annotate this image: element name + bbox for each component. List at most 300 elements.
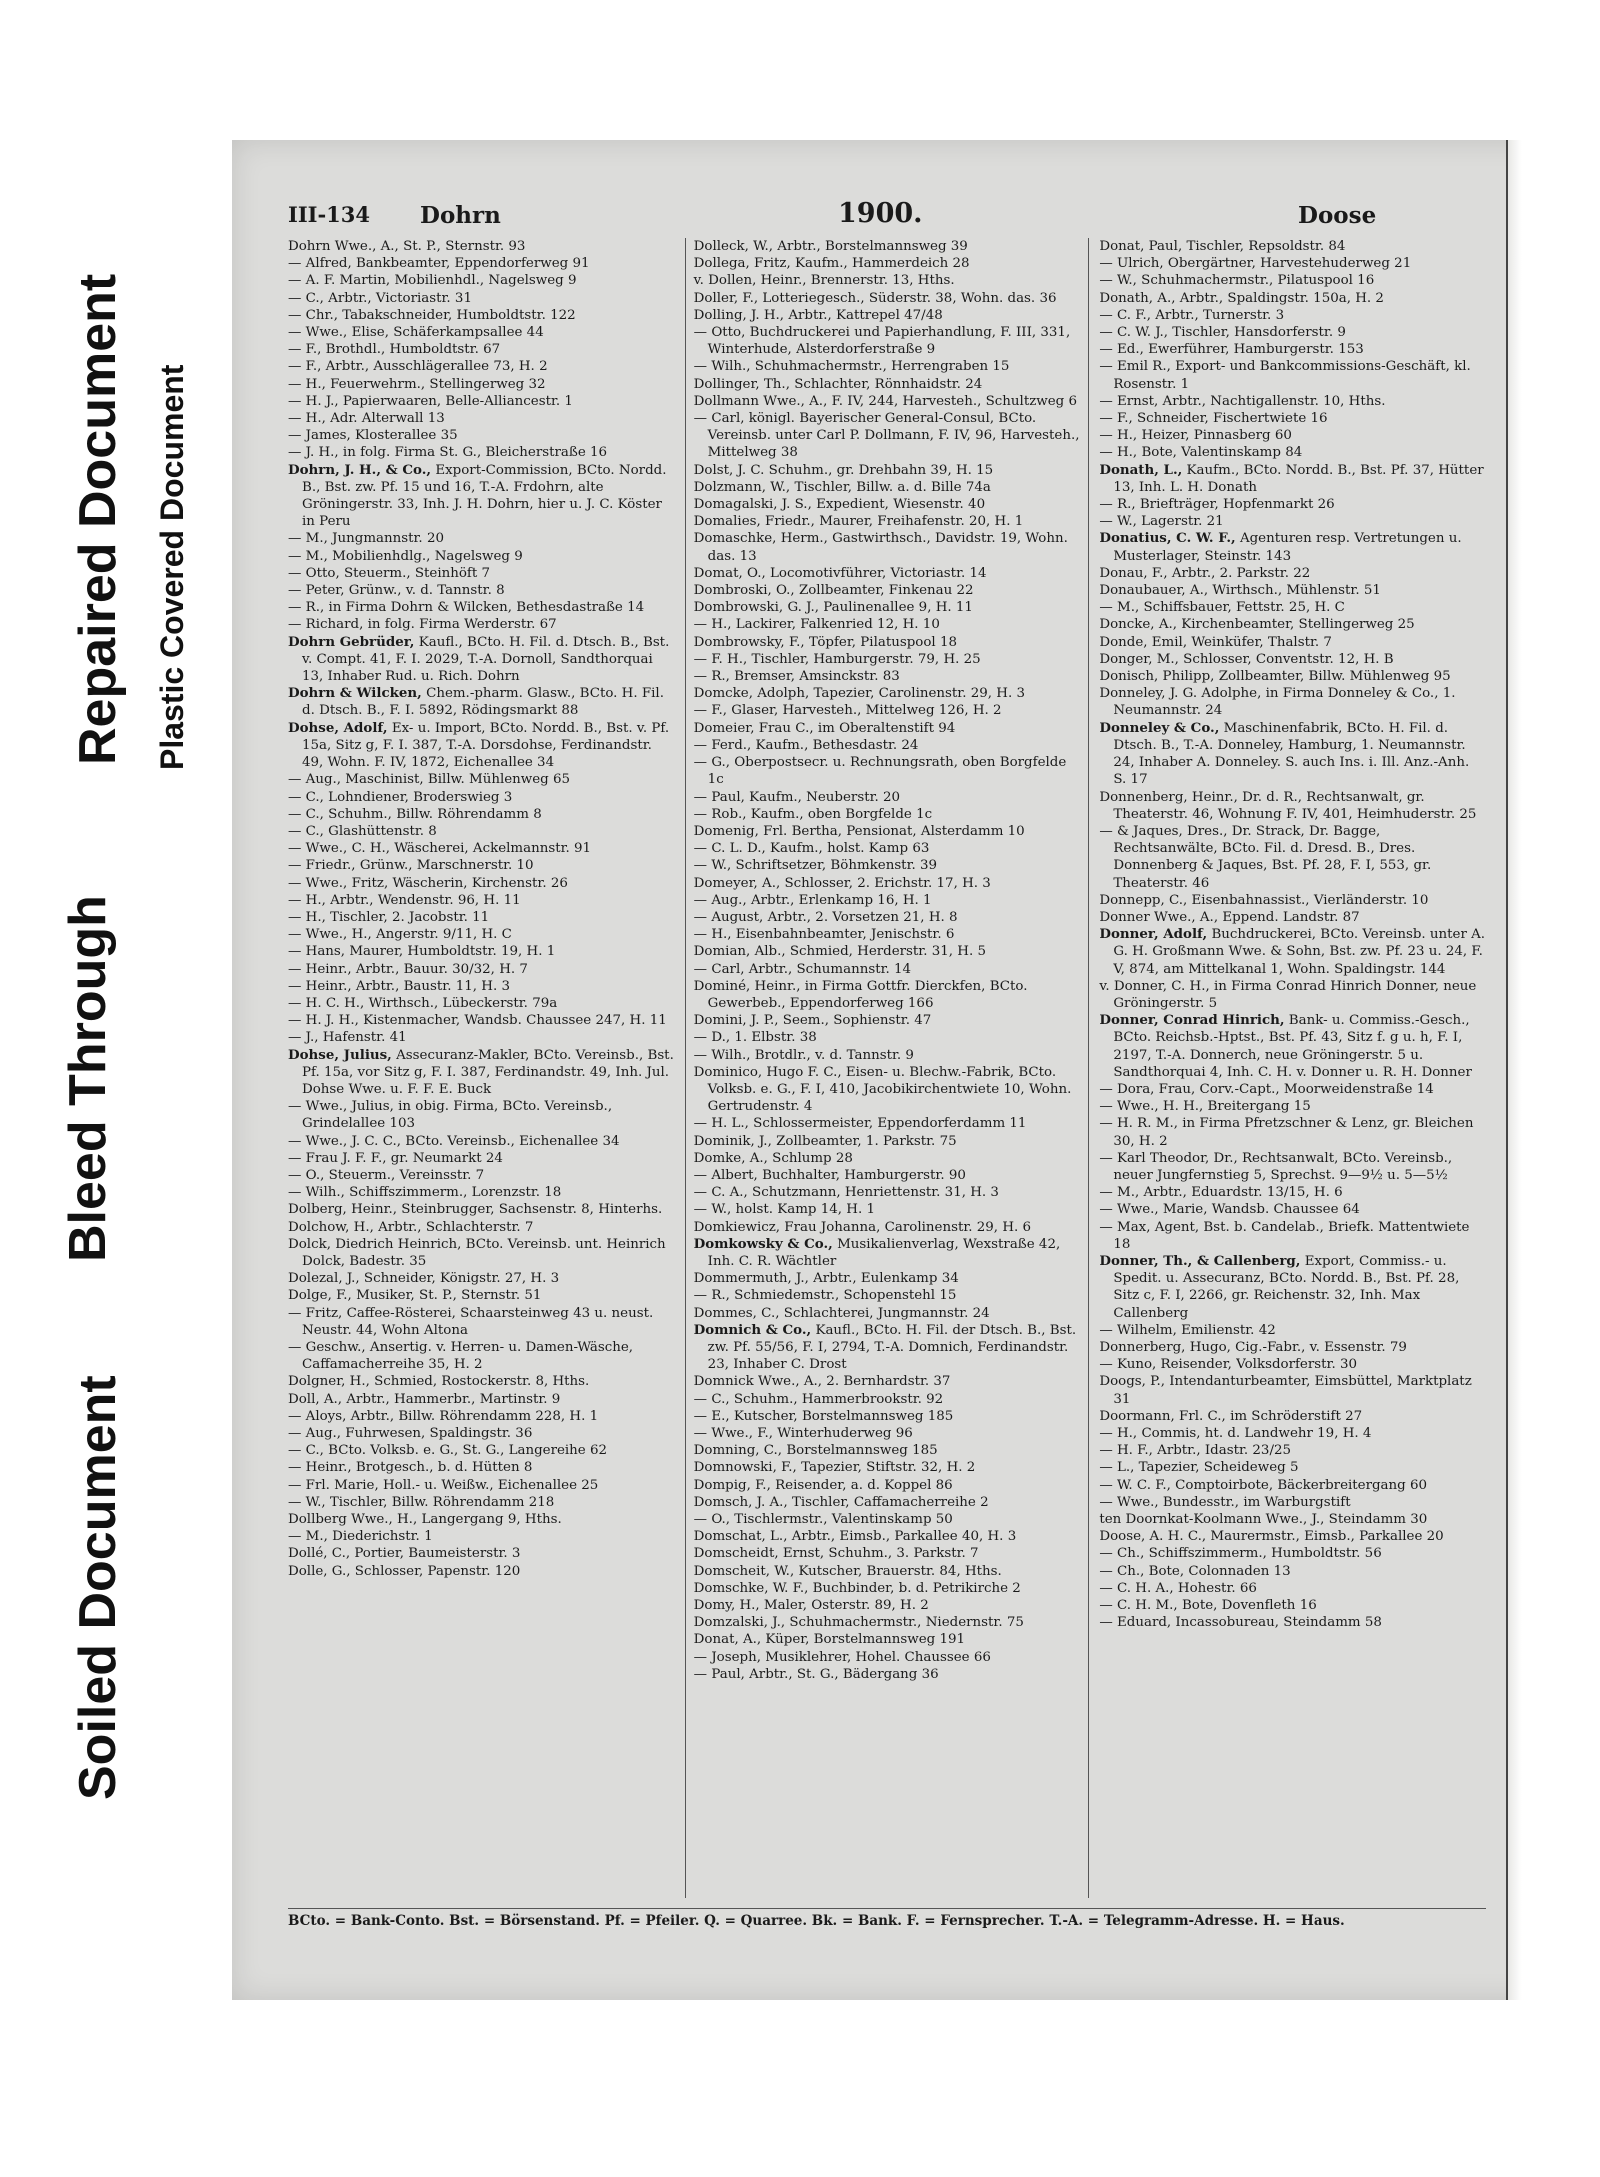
directory-entry — [288, 616, 675, 633]
entry-text: — F. H., Tischler, Hamburgerstr. 79, H. 25 — [693, 651, 981, 667]
entry-text: — Hans, Maurer, Humboldtstr. 19, H. 1 — [288, 944, 556, 960]
directory-entry — [288, 857, 675, 874]
directory-entry — [694, 410, 1081, 462]
directory-entry — [288, 1425, 675, 1442]
entry-text: — Wilh., Brotdlr., v. d. Tannstr. 9 — [693, 1047, 914, 1063]
directory-entry — [694, 393, 1081, 410]
directory-entry — [288, 1511, 675, 1528]
entry-text: — M., Mobilienhdlg., Nagelsweg 9 — [288, 548, 523, 564]
entry-firm-name: Dohrn, J. H., & Co., — [288, 461, 432, 478]
entry-text: — W., Lagerstr. 21 — [1099, 514, 1224, 530]
directory-entry — [694, 651, 1081, 668]
directory-entry — [694, 530, 1081, 564]
entry-text: Dominik, J., Zollbeamter, 1. Parkstr. 75 — [693, 1133, 957, 1149]
entry-firm-name: Donner, Adolf, — [1099, 926, 1208, 943]
directory-entry — [1099, 427, 1486, 444]
entry-text: — C., BCto. Volksb. e. G., St. G., Langereihe 62 — [288, 1443, 608, 1459]
directory-entry — [1099, 565, 1486, 582]
entry-text: — E., Kutscher, Borstelmannsweg 185 — [693, 1408, 954, 1424]
directory-entry — [288, 789, 675, 806]
entry-text: Domschke, W. F., Buchbinder, b. d. Petrikirche 2 — [693, 1580, 1021, 1596]
entry-text: Dombrowski, G. J., Paulinenallee 9, H. 11 — [693, 600, 973, 616]
directory-entry — [288, 582, 675, 599]
directory-entry — [1099, 1442, 1486, 1459]
directory-entry — [1099, 634, 1486, 651]
entry-text: — C. H. A., Hohestr. 66 — [1099, 1580, 1257, 1596]
directory-entry — [1099, 789, 1486, 823]
entry-text: — Wwe., Julius, in obig. Firma, BCto. Vereinsb., Grindelallee 103 — [288, 1099, 613, 1132]
directory-entry — [694, 1201, 1081, 1218]
entry-text: Domnowski, F., Tapezier, Stiftstr. 32, H. 2 — [693, 1460, 976, 1476]
directory-entry — [288, 427, 675, 444]
directory-entry — [1099, 1339, 1486, 1356]
directory-entry — [1099, 324, 1486, 341]
entry-text: — Heinr., Brotgesch., b. d. Hütten 8 — [288, 1460, 533, 1476]
entry-text: Donnepp, C., Eisenbahnassist., Vierländerstr. 10 — [1099, 892, 1429, 908]
entry-firm-name: Donner, Conrad Hinrich, — [1099, 1012, 1285, 1029]
entry-text: — H., Arbtr., Wendenstr. 96, H. 11 — [288, 892, 521, 908]
entry-firm-name: Donneley & Co., — [1099, 719, 1220, 736]
entry-text: — Carl, Arbtr., Schumannstr. 14 — [693, 961, 912, 977]
entry-text: — Carl, königl. Bayerischer General-Consul, BCto. Vereinsb. unter Carl P. Dollmann, F. IV, 96, Harvesteh., Mittelweg 38 — [693, 411, 1080, 461]
entry-text: Donnenberg, Heinr., Dr. d. R., Rechtsanwalt, gr. Theaterstr. 46, Wohnung F. IV, 401, Heimhuderstr. 25 — [1099, 789, 1477, 822]
entry-text: Dollberg Wwe., H., Langergang 9, Hths. — [288, 1512, 562, 1528]
entry-text: — C., Glashüttenstr. 8 — [288, 823, 437, 839]
entry-text: — R., Schmiedemstr., Schopenstehl 15 — [693, 1288, 957, 1304]
entry-text: — W., holst. Kamp 14, H. 1 — [693, 1202, 876, 1218]
entry-text: — H. C. H., Wirthsch., Lübeckerstr. 79a — [288, 995, 558, 1011]
directory-entry — [288, 1287, 675, 1304]
directory-entry — [1099, 1081, 1486, 1098]
entry-firm-name: Dohrn & Wilcken, — [288, 685, 422, 702]
directory-entry — [694, 840, 1081, 857]
directory-entry — [694, 582, 1081, 599]
directory-entry — [288, 376, 675, 393]
entry-text: — Wwe., H. H., Breitergang 15 — [1099, 1099, 1311, 1115]
entry-text: Donau, F., Arbtr., 2. Parkstr. 22 — [1099, 565, 1311, 581]
entry-text: — Wilh., Schiffszimmerm., Lorenzstr. 18 — [288, 1185, 562, 1201]
page-content — [288, 198, 1486, 1958]
entry-text: — J., Hafenstr. 41 — [288, 1030, 407, 1046]
bleed-through-label: Bleed Through — [59, 895, 117, 1262]
directory-entry — [288, 393, 675, 410]
entry-text: — Alfred, Bankbeamter, Eppendorferweg 91 — [288, 256, 590, 272]
directory-entry — [694, 892, 1081, 909]
directory-entry — [1099, 290, 1486, 307]
directory-entry — [694, 1150, 1081, 1167]
directory-entry — [288, 909, 675, 926]
entry-text: Donde, Emil, Weinküfer, Thalstr. 7 — [1099, 634, 1332, 650]
directory-entry — [288, 290, 675, 307]
scanned-page — [232, 140, 1542, 2000]
entry-text: — Ch., Bote, Colonnaden 13 — [1099, 1563, 1291, 1579]
directory-entry — [1099, 1528, 1486, 1545]
directory-entry — [694, 926, 1081, 943]
directory-entry — [288, 685, 675, 719]
directory-entry — [1099, 1597, 1486, 1614]
entry-text: — D., 1. Elbstr. 38 — [693, 1030, 817, 1046]
directory-entry — [694, 909, 1081, 926]
directory-entry — [288, 1133, 675, 1150]
directory-entry — [288, 1494, 675, 1511]
directory-entry — [694, 1580, 1081, 1597]
directory-entry — [1099, 1098, 1486, 1115]
entry-text: — H., Eisenbahnbeamter, Jenischstr. 6 — [693, 927, 955, 943]
directory-entry — [694, 978, 1081, 1012]
directory-entry — [288, 341, 675, 358]
entry-text: — C., Arbtr., Victoriastr. 31 — [288, 290, 472, 306]
entry-text: Doll, A., Arbtr., Hammerbr., Martinstr. 9 — [288, 1391, 561, 1407]
directory-entry — [694, 1184, 1081, 1201]
directory-entry — [1099, 616, 1486, 633]
entry-text: — Wwe., Elise, Schäferkampsallee 44 — [288, 325, 544, 341]
entry-text: — W. C. F., Comptoirbote, Bäckerbreitergang 60 — [1099, 1477, 1428, 1493]
entry-text: Domscheit, W., Kutscher, Brauerstr. 84, Hths. — [693, 1563, 1002, 1579]
directory-entry — [1099, 1322, 1486, 1339]
directory-entry — [694, 685, 1081, 702]
entry-text: Donisch, Philipp, Zollbeamter, Billw. Mühlenweg 95 — [1099, 669, 1451, 685]
directory-entry — [1099, 393, 1486, 410]
column-middle — [685, 238, 1090, 1898]
entry-text: — Aloys, Arbtr., Billw. Röhrendamm 228, H. 1 — [288, 1408, 599, 1424]
entry-text: Domning, C., Borstelmannsweg 185 — [693, 1443, 938, 1459]
entry-text: Dompig, F., Reisender, a. d. Koppel 86 — [693, 1477, 953, 1493]
entry-text: — H., Heizer, Pinnasberg 60 — [1099, 428, 1292, 444]
entry-text: Domscheidt, Ernst, Schuhm., 3. Parkstr. 7 — [693, 1546, 979, 1562]
entry-text: — M., Jungmannstr. 20 — [288, 531, 444, 547]
directory-entry — [288, 272, 675, 289]
entry-text: — Aug., Arbtr., Erlenkamp 16, H. 1 — [693, 892, 932, 908]
entry-text: Dolling, J. H., Arbtr., Kattrepel 47/48 — [693, 307, 943, 323]
entry-text: — C. A., Schutzmann, Henriettenstr. 31, H. 3 — [693, 1185, 999, 1201]
directory-entry — [694, 496, 1081, 513]
directory-entry — [288, 995, 675, 1012]
entry-text: Dolleck, W., Arbtr., Borstelmannsweg 39 — [693, 239, 968, 254]
directory-entry — [694, 720, 1081, 737]
entry-text: — Wwe., F., Winterhuderweg 96 — [693, 1426, 913, 1442]
entry-text: Kaufl., BCto. H. Fil. d. Dtsch. B., Bst. v. Compt. 41, F. I. 2029, T.-A. Dornoll, Sandthorquai 13, Inhaber Rud. u. Rich. Dohrn — [302, 634, 670, 685]
directory-entry — [1099, 358, 1486, 392]
directory-entry — [694, 565, 1081, 582]
entry-text: Dollega, Fritz, Kaufm., Hammerdeich 28 — [693, 256, 970, 272]
directory-entry — [1099, 1408, 1486, 1425]
directory-entry — [694, 324, 1081, 358]
directory-entry — [1099, 823, 1486, 892]
directory-entry — [694, 1236, 1081, 1270]
directory-entry — [694, 1666, 1081, 1683]
entry-text: Dombrowsky, F., Töpfer, Pilatuspool 18 — [693, 634, 958, 650]
directory-entry — [1099, 1563, 1486, 1580]
directory-entry — [288, 1219, 675, 1236]
directory-entry — [1099, 1150, 1486, 1184]
entry-firm-name: Domnich & Co., — [693, 1321, 812, 1338]
entry-firm-name: Donner, Th., & Callenberg, — [1099, 1252, 1301, 1269]
entry-text: — Aug., Maschinist, Billw. Mühlenweg 65 — [288, 772, 571, 788]
entry-text: — W., Tischler, Billw. Röhrendamm 218 — [288, 1494, 555, 1510]
directory-entry — [288, 1201, 675, 1218]
entry-text: — Friedr., Grünw., Marschnerstr. 10 — [288, 858, 534, 874]
directory-entry — [288, 530, 675, 547]
entry-text: v. Donner, C. H., in Firma Conrad Hinrich Donner, neue Gröningerstr. 5 — [1099, 978, 1477, 1011]
entry-text: — F., Arbtr., Ausschlägerallee 73, H. 2 — [288, 359, 548, 375]
entry-text: — J. H., in folg. Firma St. G., Bleicherstraße 16 — [288, 445, 608, 461]
directory-entry — [288, 1442, 675, 1459]
entry-text: — Geschw., Ansertig. v. Herren- u. Damen-Wäsche, Caffamacherreihe 35, H. 2 — [288, 1340, 634, 1373]
directory-entry — [694, 238, 1081, 255]
entry-text: — Rob., Kaufm., oben Borgfelde 1c — [693, 806, 933, 822]
entry-text: Dommes, C., Schlachterei, Jungmannstr. 24 — [693, 1305, 990, 1321]
entry-text: — Ulrich, Obergärtner, Harvestehuderweg 21 — [1099, 256, 1412, 272]
entry-text: — Wwe., H., Angerstr. 9/11, H. C — [288, 927, 512, 943]
directory-entry — [694, 1459, 1081, 1476]
entry-text: Donath, A., Arbtr., Spaldingstr. 150a, H. 2 — [1099, 290, 1384, 306]
directory-entry — [694, 1012, 1081, 1029]
entry-text: Domsch, J. A., Tischler, Caffamacherreihe 2 — [693, 1494, 989, 1510]
directory-entry — [288, 1270, 675, 1287]
directory-entry — [288, 444, 675, 461]
entry-text: Domini, J. P., Seem., Sophienstr. 47 — [693, 1013, 932, 1029]
directory-entry — [1099, 513, 1486, 530]
directory-entry — [288, 1459, 675, 1476]
entry-text: Donner Wwe., A., Eppend. Landstr. 87 — [1099, 909, 1360, 925]
entry-text: — Paul, Arbtr., St. G., Bädergang 36 — [693, 1666, 939, 1682]
page-edge — [1506, 140, 1542, 2000]
directory-entry — [288, 1528, 675, 1545]
directory-entry — [288, 771, 675, 788]
directory-entry — [694, 1322, 1081, 1374]
directory-entry — [288, 410, 675, 427]
entry-text: — Fritz, Caffee-Rösterei, Schaarsteinweg 43 u. neust. Neustr. 44, Wohn Altona — [288, 1305, 654, 1338]
entry-text: — Peter, Grünw., v. d. Tannstr. 8 — [288, 583, 505, 599]
directory-entry — [288, 1339, 675, 1373]
directory-entry — [288, 943, 675, 960]
entry-text: Domat, O., Locomotivführer, Victoriastr. 14 — [693, 565, 987, 581]
directory-entry — [1099, 255, 1486, 272]
directory-entry — [288, 1047, 675, 1099]
directory-entry — [1099, 1614, 1486, 1631]
entry-text: — August, Arbtr., 2. Vorsetzen 21, H. 8 — [693, 909, 958, 925]
directory-entry — [288, 1305, 675, 1339]
entry-text: — H. J. H., Kistenmacher, Wandsb. Chaussee 247, H. 11 — [288, 1013, 667, 1029]
directory-entry — [1099, 1580, 1486, 1597]
directory-entry — [694, 255, 1081, 272]
entry-text: — M., Diederichstr. 1 — [288, 1529, 433, 1545]
entry-text: Donaubauer, A., Wirthsch., Mühlenstr. 51 — [1099, 583, 1381, 599]
entry-text: Doller, F., Lotteriegesch., Süderstr. 38, Wohn. das. 36 — [693, 290, 1057, 306]
directory-entry — [288, 548, 675, 565]
directory-entry — [288, 978, 675, 995]
entry-text: — James, Klosterallee 35 — [288, 428, 458, 444]
directory-entry — [288, 1563, 675, 1580]
directory-entry — [1099, 1425, 1486, 1442]
directory-entry — [1099, 720, 1486, 789]
entry-text: Domnick Wwe., A., 2. Bernhardstr. 37 — [693, 1374, 951, 1390]
directory-entry — [288, 1545, 675, 1562]
entry-text: — Wilhelm, Emilienstr. 42 — [1099, 1322, 1276, 1338]
directory-entry — [694, 1047, 1081, 1064]
entry-text: — A. F. Martin, Mobilienhdl., Nagelsweg 9 — [288, 273, 577, 289]
entry-text: Donneley, J. G. Adolphe, in Firma Donneley & Co., 1. Neumannstr. 24 — [1099, 686, 1456, 719]
directory-entry — [288, 926, 675, 943]
directory-entry — [288, 1167, 675, 1184]
directory-entry — [288, 1408, 675, 1425]
header-left-word: Dohrn — [420, 202, 501, 229]
directory-entry — [288, 892, 675, 909]
entry-firm-name: Dohrn Gebrüder, — [288, 633, 415, 650]
entry-text: — Max, Agent, Bst. b. Candelab., Briefk. Mattentwiete 18 — [1099, 1219, 1470, 1252]
entry-text: — Wilh., Schuhmachermstr., Herrengraben 15 — [693, 359, 1010, 375]
directory-entry — [1099, 1115, 1486, 1149]
entry-text: Agenturen resp. Vertretungen u. Musterlager, Steinstr. 143 — [1113, 531, 1462, 564]
entry-text: Domschat, L., Arbtr., Eimsb., Parkallee 40, H. 3 — [693, 1529, 1017, 1545]
entry-text: Dohrn Wwe., A., St. P., Sternstr. 93 — [288, 239, 526, 254]
directory-entry — [694, 754, 1081, 788]
header-year: 1900. — [838, 198, 923, 229]
directory-entry — [288, 634, 675, 686]
entry-text: — W., Schuhmachermstr., Pilatuspool 16 — [1099, 273, 1375, 289]
entry-text: Domeyer, A., Schlosser, 2. Erichstr. 17, H. 3 — [693, 875, 991, 891]
entry-text: Dolst, J. C. Schuhm., gr. Drehbahn 39, H. 15 — [693, 462, 994, 478]
directory-entry — [1099, 1511, 1486, 1528]
entry-text: Assecuranz-Makler, BCto. Vereinsb., Bst. Pf. 15a, vor Sitz g, F. I. 387, Ferdinandstr. 49, Inh. Jul. Dohse Wwe. u. F. F. E. Buck — [302, 1047, 674, 1097]
directory-entry — [694, 1167, 1081, 1184]
entry-text: — Heinr., Arbtr., Baustr. 11, H. 3 — [288, 978, 510, 994]
directory-entry — [288, 324, 675, 341]
entry-text: Maschinenfabrik, BCto. H. Fil. d. Dtsch. B., T.-A. Donneley, Hamburg, 1. Neumannstr. 24, Inhaber A. Donneley. S. auch Ins. i. Ill. Anz.-Anh. S. 17 — [1113, 720, 1470, 788]
directory-entry — [288, 1236, 675, 1270]
directory-entry — [1099, 410, 1486, 427]
directory-entry — [288, 961, 675, 978]
directory-entry — [694, 1545, 1081, 1562]
directory-entry — [694, 1563, 1081, 1580]
directory-entry — [694, 668, 1081, 685]
directory-entry — [694, 1614, 1081, 1631]
directory-entry — [694, 307, 1081, 324]
directory-entry — [1099, 1373, 1486, 1407]
entry-text: — Richard, in folg. Firma Werderstr. 67 — [288, 617, 557, 633]
entry-text: — Otto, Buchdruckerei und Papierhandlung, F. III, 331, Winterhude, Alsterdorferstraße 9 — [693, 325, 1071, 358]
directory-entry — [288, 307, 675, 324]
entry-text: — H. L., Schlossermeister, Eppendorferdamm 11 — [693, 1116, 1027, 1132]
entry-text: Dolberg, Heinr., Steinbrugger, Sachsenstr. 8, Hinterhs. — [288, 1202, 663, 1218]
soiled-document-label: Soiled Document — [69, 1375, 127, 1800]
directory-entry — [694, 1442, 1081, 1459]
entry-text: Domian, Alb., Schmied, Herderstr. 31, H. 5 — [693, 944, 987, 960]
directory-entry — [1099, 444, 1486, 461]
entry-text: — Kuno, Reisender, Volksdorferstr. 30 — [1099, 1357, 1357, 1373]
directory-entry — [288, 1150, 675, 1167]
directory-entry — [288, 1098, 675, 1132]
directory-entry — [1099, 307, 1486, 324]
entry-text: — G., Oberpostsecr. u. Rechnungsrath, oben Borgfelde 1c — [693, 755, 1067, 788]
directory-entry — [694, 961, 1081, 978]
directory-entry — [1099, 1356, 1486, 1373]
plastic-covered-label: Plastic Covered Document — [154, 364, 190, 770]
entry-text: — Ferd., Kaufm., Bethesdastr. 24 — [693, 737, 919, 753]
entry-firm-name: Donatius, C. W. F., — [1099, 530, 1236, 547]
entry-text: — Ernst, Arbtr., Nachtigallenstr. 10, Hths. — [1099, 393, 1386, 409]
entry-text: — C. H. M., Bote, Dovenfleth 16 — [1099, 1598, 1317, 1614]
entry-text: Domagalski, J. S., Expedient, Wiesenstr. 40 — [693, 497, 986, 513]
entry-text: Dolle, G., Schlosser, Papenstr. 120 — [288, 1563, 521, 1579]
entry-text: Dominé, Heinr., in Firma Gottfr. Dierckfen, BCto. Gewerbeb., Eppendorferweg 166 — [693, 978, 1028, 1011]
entry-text: — Wwe., Marie, Wandsb. Chaussee 64 — [1099, 1202, 1360, 1218]
entry-text: — H., Tischler, 2. Jacobstr. 11 — [288, 909, 490, 925]
directory-entry — [1099, 1477, 1486, 1494]
entry-text: — Ch., Schiffszimmerm., Humboldtstr. 56 — [1099, 1546, 1382, 1562]
entry-text: — Emil R., Export- und Bankcommissions-Geschäft, kl. Rosenstr. 1 — [1099, 359, 1471, 392]
entry-text: — Wwe., Fritz, Wäscherin, Kirchenstr. 26 — [288, 875, 568, 891]
entry-text: — F., Brothdl., Humboldtstr. 67 — [288, 342, 501, 358]
directory-entry — [288, 238, 675, 255]
entry-text: — C. L. D., Kaufm., holst. Kamp 63 — [693, 841, 930, 857]
page-header — [288, 198, 1486, 238]
entry-text: — Heinr., Arbtr., Bauur. 30/32, H. 7 — [288, 961, 528, 977]
entry-text: Domalies, Friedr., Maurer, Freihafenstr. 20, H. 1 — [693, 514, 1024, 530]
directory-entry — [288, 1391, 675, 1408]
abbreviation-legend: BCto. = Bank-Conto. Bst. = Börsenstand. Pf. = Pfeiler. Q. = Quarree. Bk. = Bank. F. = Fernsprecher. T.-A. = Telegramm-Adresse. H. = Haus. — [288, 1908, 1486, 1929]
directory-entry — [1099, 1494, 1486, 1511]
directory-entry — [694, 1477, 1081, 1494]
directory-entry — [694, 702, 1081, 719]
entry-text: Doose, A. H. C., Maurermstr., Eimsb., Parkallee 20 — [1099, 1529, 1444, 1545]
entry-text: — L., Tapezier, Scheideweg 5 — [1099, 1460, 1299, 1476]
entry-text: Dolezal, J., Schneider, Königstr. 27, H. 3 — [288, 1271, 560, 1287]
entry-text: — R., Bremser, Amsinckstr. 83 — [693, 669, 900, 685]
header-right-word: Doose — [1298, 202, 1377, 229]
entry-text: — Karl Theodor, Dr., Rechtsanwalt, BCto. Vereinsb., neuer Jungfernstieg 5, Sprechst. 9—9½ u. 5—5½ — [1099, 1150, 1453, 1183]
entry-text: — H. J., Papierwaaren, Belle-Alliancestr. 1 — [288, 393, 573, 409]
directory-entry — [694, 1391, 1081, 1408]
entry-text: Kaufm., BCto. Nordd. B., Bst. Pf. 37, Hütter 13, Inh. L. H. Donath — [1113, 462, 1484, 495]
entry-text: Ex- u. Import, BCto. Nordd. B., Bst. v. Pf. 15a, Sitz g, F. I. 387, T.-A. Dorsdohse, Ferdinandstr. 49, Wohn. F. IV, 1872, Eichenallee 34 — [302, 720, 670, 771]
entry-text: Domeier, Frau C., im Oberaltenstift 94 — [693, 720, 956, 736]
entry-text: Domenig, Frl. Bertha, Pensionat, Alsterdamm 10 — [693, 823, 1025, 839]
directory-entry — [694, 1373, 1081, 1390]
entry-text: Domcke, Adolph, Tapezier, Carolinenstr. 29, H. 3 — [693, 686, 1025, 702]
directory-entry — [1099, 1184, 1486, 1201]
directory-entry — [1099, 496, 1486, 513]
directory-entry — [694, 1115, 1081, 1132]
entry-text: Buchdruckerei, BCto. Vereinsb. unter A. G. H. Großmann Wwe. & Sohn, Bst. zw. Pf. 23 u. 24, F. V, 874, am Mittelkanal 1, Wohn. Spaldingstr. 144 — [1113, 927, 1486, 977]
directory-entry — [694, 634, 1081, 651]
column-right — [1099, 238, 1486, 1898]
directory-entry — [694, 1528, 1081, 1545]
entry-text: Domy, H., Maler, Osterstr. 89, H. 2 — [693, 1598, 929, 1614]
entry-text: — C., Schuhm., Billw. Röhrendamm 8 — [288, 806, 542, 822]
directory-entry — [694, 1270, 1081, 1287]
directory-entry — [694, 1649, 1081, 1666]
entry-text: Dollmann Wwe., A., F. IV, 244, Harvesteh., Schultzweg 6 — [693, 393, 1077, 409]
directory-entry — [694, 1029, 1081, 1046]
directory-entry — [694, 1631, 1081, 1648]
directory-entry — [288, 823, 675, 840]
entry-text: — & Jaques, Dres., Dr. Strack, Dr. Bagge, Rechtsanwälte, BCto. Fil. d. Dresd. B., Dres. Donnenberg & Jaques, Bst. Pf. 28, F. I, 553, gr. Theaterstr. 46 — [1099, 823, 1432, 891]
directory-entry — [1099, 1219, 1486, 1253]
directory-entry — [694, 513, 1081, 530]
directory-entry — [694, 1425, 1081, 1442]
entry-text: — Eduard, Incassobureau, Steindamm 58 — [1099, 1615, 1382, 1631]
entry-text: Dolge, F., Musiker, St. P., Sternstr. 51 — [288, 1288, 542, 1304]
entry-text: — Joseph, Musiklehrer, Hohel. Chaussee 66 — [693, 1649, 991, 1665]
entry-text: — F., Glaser, Harvesteh., Mittelweg 126, H. 2 — [693, 703, 1002, 719]
entry-text: Doogs, P., Intendanturbeamter, Eimsbüttel, Marktplatz 31 — [1099, 1374, 1472, 1407]
entry-text: — C. W. J., Tischler, Hansdorferstr. 9 — [1099, 325, 1346, 341]
entry-text: — R., in Firma Dohrn & Wilcken, Bethesdastraße 14 — [288, 600, 645, 616]
directory-entry — [694, 943, 1081, 960]
directory-entry — [288, 255, 675, 272]
entry-text: — Ed., Ewerführer, Hamburgerstr. 153 — [1099, 342, 1364, 358]
